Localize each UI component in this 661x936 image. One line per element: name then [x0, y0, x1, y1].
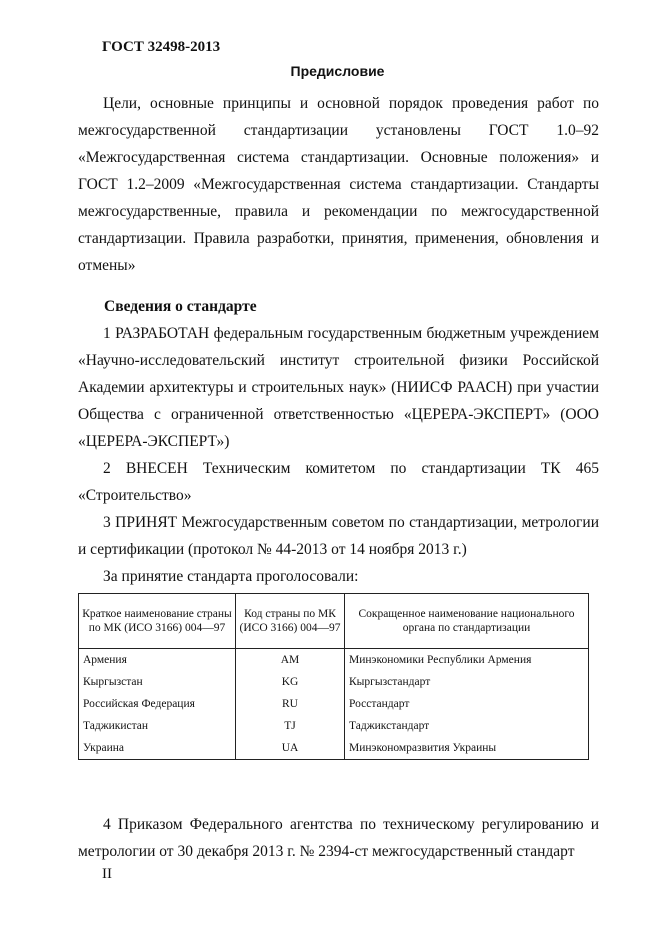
- cell-body: Минэкономразвития Украины: [345, 737, 589, 760]
- cell-body: Минэкономики Республики Армения: [345, 649, 589, 672]
- table-row: [79, 737, 589, 760]
- table-row: [79, 693, 589, 715]
- cell-body: Росстандарт: [345, 693, 589, 715]
- document-code: ГОСТ 32498-2013: [102, 39, 221, 55]
- table-row: [79, 671, 589, 693]
- page-title: Предисловие: [290, 63, 385, 79]
- cell-body: Кыргызстандарт: [345, 671, 589, 693]
- item-4-paragraph: 4 Приказом Федерального агентства по техническому регулированию и метрологии от 30 декабря 2013 г. № 2394-ст межгосударственный стандарт: [78, 816, 599, 860]
- cell-country: Российская Федерация: [79, 693, 236, 715]
- column-header-code: Код страны по МК (ИСО 3166) 004—97: [236, 594, 345, 649]
- cell-code: UA: [236, 737, 345, 760]
- item-3-paragraph: 3 ПРИНЯТ Межгосударственным советом по стандартизации, метрологии и сертификации (протокол № 44-2013 от 14 ноября 2013 г.): [78, 514, 599, 558]
- cell-country: Украина: [79, 737, 236, 760]
- page-number: II: [102, 866, 112, 882]
- cell-country: Таджикистан: [79, 715, 236, 737]
- cell-code: TJ: [236, 715, 345, 737]
- table-header-row: [79, 594, 589, 649]
- voting-table: [78, 593, 589, 760]
- table-row: [79, 715, 589, 737]
- column-header-country: Краткое наименование страны по МК (ИСО 3166) 004—97: [79, 594, 236, 649]
- cell-country: Армения: [79, 649, 236, 672]
- item-1-paragraph: 1 РАЗРАБОТАН федеральным государственным бюджетным учреждением «Научно-исследовательский институт строительной физики Российской Академии архитектуры и строительных наук» (НИИСФ РААСН) при участии Общества с ограниченной ответственностью «ЦЕРЕРА-ЭКСПЕРТ» (ООО «ЦЕРЕРА-ЭКСПЕРТ»): [78, 325, 599, 450]
- cell-code: AM: [236, 649, 345, 672]
- cell-code: KG: [236, 671, 345, 693]
- vote-intro: За принятие стандарта проголосовали:: [103, 568, 359, 585]
- item-2-paragraph: 2 ВНЕСЕН Техническим комитетом по стандартизации ТК 465 «Строительство»: [78, 460, 599, 504]
- cell-body: Таджикстандарт: [345, 715, 589, 737]
- column-header-body: Сокращенное наименование национального органа по стандартизации: [345, 594, 589, 649]
- section-heading: Сведения о стандарте: [104, 298, 257, 315]
- foreword-paragraph: Цели, основные принципы и основной порядок проведения работ по межгосударственной стандартизации установлены ГОСТ 1.0–92 «Межгосударственная система стандартизации. Основные положения» и ГОСТ 1.2–2009 «Межгосударственная система стандартизации. Стандарты межгосударственные, правила и рекомендации по межгосударственной стандартизации. Правила разработки, принятия, применения, обновления и отмены»: [78, 95, 599, 274]
- table-row: [79, 649, 589, 672]
- cell-country: Кыргызстан: [79, 671, 236, 693]
- cell-code: RU: [236, 693, 345, 715]
